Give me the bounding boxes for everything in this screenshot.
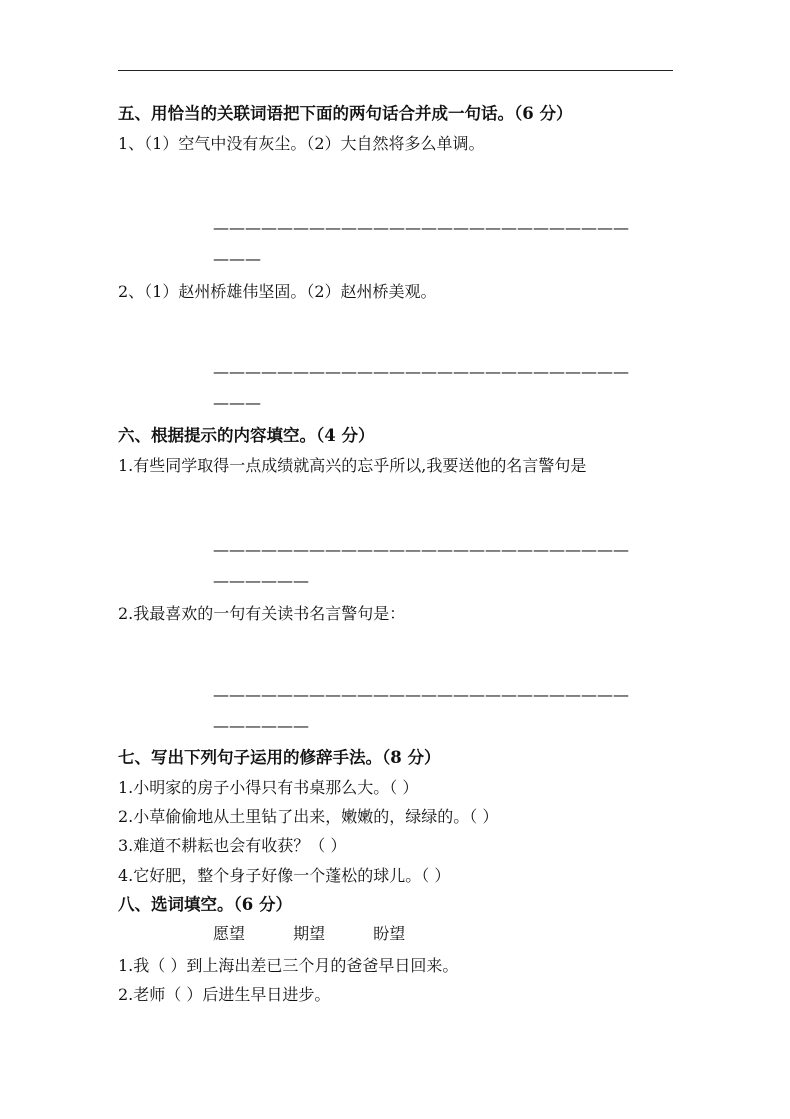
answer-line[interactable]: —————————————————————————— bbox=[213, 362, 629, 381]
word-options bbox=[213, 924, 405, 944]
section7-question-4: 4.它好肥，整个身子好像一个蓬松的球儿。（ ） bbox=[118, 866, 451, 885]
section5-question-2: 2、（1）赵州桥雄伟坚固。（2）赵州桥美观。 bbox=[118, 282, 437, 301]
section7-question-3: 3.难道不耕耘也会有收获？（ ） bbox=[118, 836, 347, 855]
section5-question-1: 1、（1）空气中没有灰尘。（2）大自然将多么单调。 bbox=[118, 134, 485, 153]
answer-line-continuation[interactable]: —————— bbox=[213, 716, 309, 735]
answer-line-continuation[interactable]: ——— bbox=[213, 393, 261, 412]
answer-line-continuation[interactable]: ——— bbox=[213, 249, 261, 268]
word-option: 愿望 bbox=[213, 924, 246, 943]
section7-question-2: 2.小草偷偷地从土里钻了出来，嫩嫩的，绿绿的。（ ） bbox=[118, 807, 499, 826]
section7-heading: 七、写出下列句子运用的修辞手法。（8 分） bbox=[118, 748, 441, 767]
answer-line[interactable]: —————————————————————————— bbox=[213, 685, 629, 704]
section6-question-2: 2.我最喜欢的一句有关读书名言警句是： bbox=[118, 604, 406, 623]
answer-line-continuation[interactable]: —————— bbox=[213, 571, 309, 590]
section8-question-2: 2.老师（ ）后进生早日进步。 bbox=[118, 985, 331, 1004]
section8-heading: 八、选词填空。（6 分） bbox=[118, 895, 292, 914]
section7-question-1: 1.小明家的房子小得只有书桌那么大。（ ） bbox=[118, 778, 419, 797]
section6-heading: 六、根据提示的内容填空。（4 分） bbox=[118, 426, 375, 445]
section8-question-1: 1.我（ ）到上海出差已三个月的爸爸早日回来。 bbox=[118, 956, 459, 975]
word-option: 期望 bbox=[293, 924, 326, 943]
answer-line[interactable]: —————————————————————————— bbox=[213, 540, 629, 559]
word-option: 盼望 bbox=[373, 924, 406, 943]
top-rule bbox=[118, 70, 673, 71]
section5-heading: 五、用恰当的关联词语把下面的两句话合并成一句话。（6 分） bbox=[118, 104, 573, 123]
section6-question-1: 1.有些同学取得一点成绩就高兴的忘乎所以,我要送他的名言警句是 bbox=[118, 456, 587, 475]
answer-line[interactable]: —————————————————————————— bbox=[213, 218, 629, 237]
